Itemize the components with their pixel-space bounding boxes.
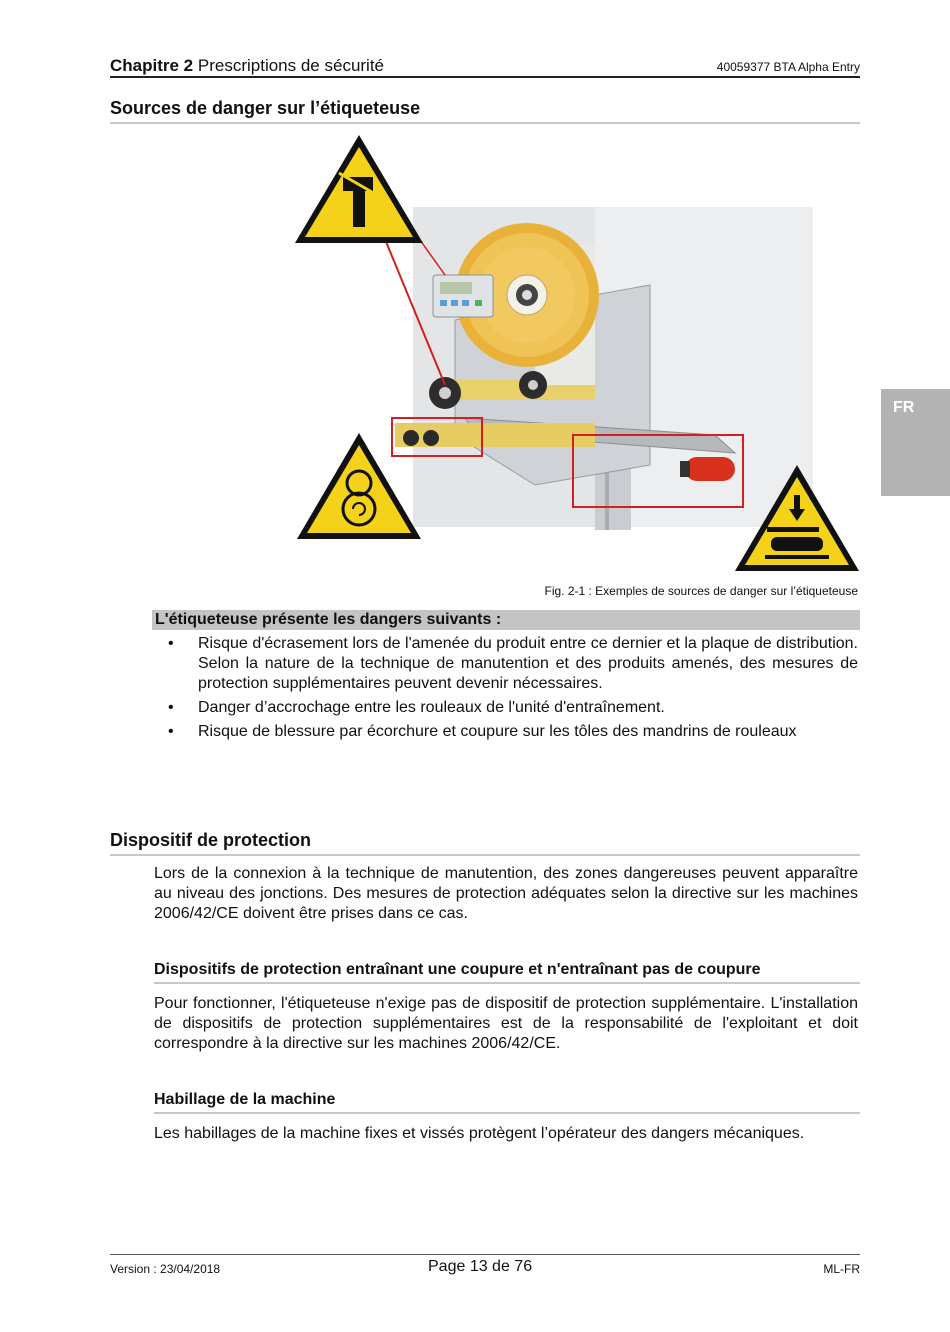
protection-paragraph: Lors de la connexion à la technique de manutention, des zones dangereuses peuvent apparaître au niveau des jonctions. Des mesures de protection adéquates selon la directive sur les machines 2006/42/CE doivent être prises dans ce cas. <box>154 865 858 922</box>
section-title-danger-sources: Sources de danger sur l’étiqueteuse <box>110 98 860 124</box>
dangers-list <box>154 634 858 746</box>
labeler-machine-illustration <box>295 135 860 573</box>
figure-caption: Fig. 2-1 : Exemples de sources de danger sur l’étiqueteuse <box>544 584 858 598</box>
danger-item: • Danger d’accrochage entre les rouleaux de l'unité d'entraînement. <box>154 698 858 718</box>
danger-item: • Risque d'écrasement lors de l'amenée du produit entre ce dernier et la plaque de distribution. Selon la nature de la technique de manutention et des produits amenés, des mesures de protection supplémentaires peuvent devenir nécessaires. <box>154 634 858 694</box>
chapter-title <box>110 56 384 76</box>
page-number: Page 13 de 76 <box>428 1258 533 1275</box>
danger-item: • Risque de blessure par écorchure et coupure sur les tôles des mandrins de rouleaux <box>154 722 858 742</box>
subsection-title-casing: Habillage de la machine <box>154 1091 860 1114</box>
language-code: ML-FR <box>823 1262 860 1276</box>
chapter-number: Chapitre 2 <box>110 56 194 75</box>
language-tab: FR <box>881 389 950 496</box>
cutoff-paragraph: Pour fonctionner, l'étiqueteuse n'exige pas de dispositif de protection supplémentaire. L'installation de dispositifs de protection supplémentaires est de la responsabilité de l'exploitant et doit correspondre à la directive sur les machines 2006/42/CE. <box>154 995 858 1052</box>
page-footer <box>110 1254 860 1284</box>
page-header <box>110 56 860 78</box>
dangers-heading: L'étiqueteuse présente les dangers suivants : <box>152 610 860 630</box>
subsection-title-cutoff: Dispositifs de protection entraînant une coupure et n'entraînant pas de coupure <box>154 961 860 984</box>
document-reference: 40059377 BTA Alpha Entry <box>716 60 860 74</box>
section-title-protection: Dispositif de protection <box>110 830 860 856</box>
chapter-name: Prescriptions de sécurité <box>197 56 385 75</box>
labeler-danger-figure <box>295 135 860 573</box>
version-date: Version : 23/04/2018 <box>110 1262 221 1276</box>
casing-paragraph: Les habillages de la machine fixes et vissés protègent l’opérateur des dangers mécaniques. <box>154 1125 805 1142</box>
